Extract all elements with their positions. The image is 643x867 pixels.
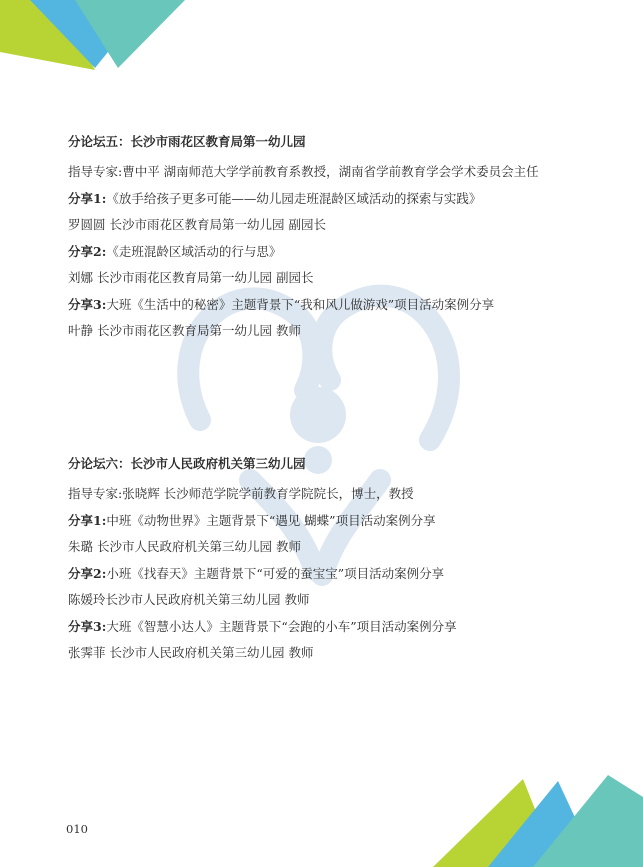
section-title: 分论坛六：长沙市人民政府机关第三幼儿园 — [68, 456, 306, 471]
topic-text: 《走班混龄区域活动的行与思》 — [106, 243, 282, 259]
talk-topic — [68, 566, 608, 582]
talk-speaker: 刘娜 长沙市雨花区教育局第一幼儿园 副园长 — [68, 270, 314, 285]
talk-label: 分享2: — [68, 243, 107, 259]
talk-speaker: 罗圆圆 长沙市雨花区教育局第一幼儿园 副园长 — [68, 217, 326, 232]
page-number: 010 — [66, 822, 88, 836]
talk-speaker: 陈媛玲长沙市人民政府机关第三幼儿园 教师 — [68, 592, 310, 607]
forum-section-6 — [68, 456, 608, 672]
talk-label: 分享1: — [68, 512, 107, 528]
guide-expert: 指导专家:曹中平 湖南师范大学学前教育系教授，湖南省学前教育学会学术委员会主任 — [68, 164, 539, 179]
topic-text: 中班《动物世界》主题背景下“遇见 蝴蝶”项目活动案例分享 — [106, 512, 436, 528]
guide-expert: 指导专家:张晓辉 长沙师范学院学前教育学院院长，博士，教授 — [68, 486, 414, 501]
talk-topic — [68, 297, 608, 313]
talk-topic — [68, 244, 608, 260]
talk-label: 分享2: — [68, 565, 107, 581]
talk-topic — [68, 513, 608, 529]
talk-topic — [68, 619, 608, 635]
talk-speaker: 叶静 长沙市雨花区教育局第一幼儿园 教师 — [68, 323, 301, 338]
section-title: 分论坛五：长沙市雨花区教育局第一幼儿园 — [68, 134, 306, 149]
topic-text: 大班《生活中的秘密》主题背景下“我和风儿做游戏”项目活动案例分享 — [106, 296, 495, 312]
forum-section-5 — [68, 134, 608, 350]
talk-label: 分享3: — [68, 296, 107, 312]
topic-text: 小班《找春天》主题背景下“可爱的蚕宝宝”项目活动案例分享 — [106, 565, 445, 581]
talk-label: 分享1: — [68, 190, 107, 206]
talk-speaker: 张霁菲 长沙市人民政府机关第三幼儿园 教师 — [68, 645, 314, 660]
talk-speaker: 朱璐 长沙市人民政府机关第三幼儿园 教师 — [68, 539, 301, 554]
corner-decoration-bottom — [413, 767, 643, 867]
talk-topic — [68, 191, 608, 207]
topic-text: 大班《智慧小达人》主题背景下“会跑的小车”项目活动案例分享 — [106, 618, 457, 634]
topic-text: 《放手给孩子更多可能——幼儿园走班混龄区域活动的探索与实践》 — [106, 190, 482, 206]
talk-label: 分享3: — [68, 618, 107, 634]
corner-decoration-top — [0, 0, 200, 80]
